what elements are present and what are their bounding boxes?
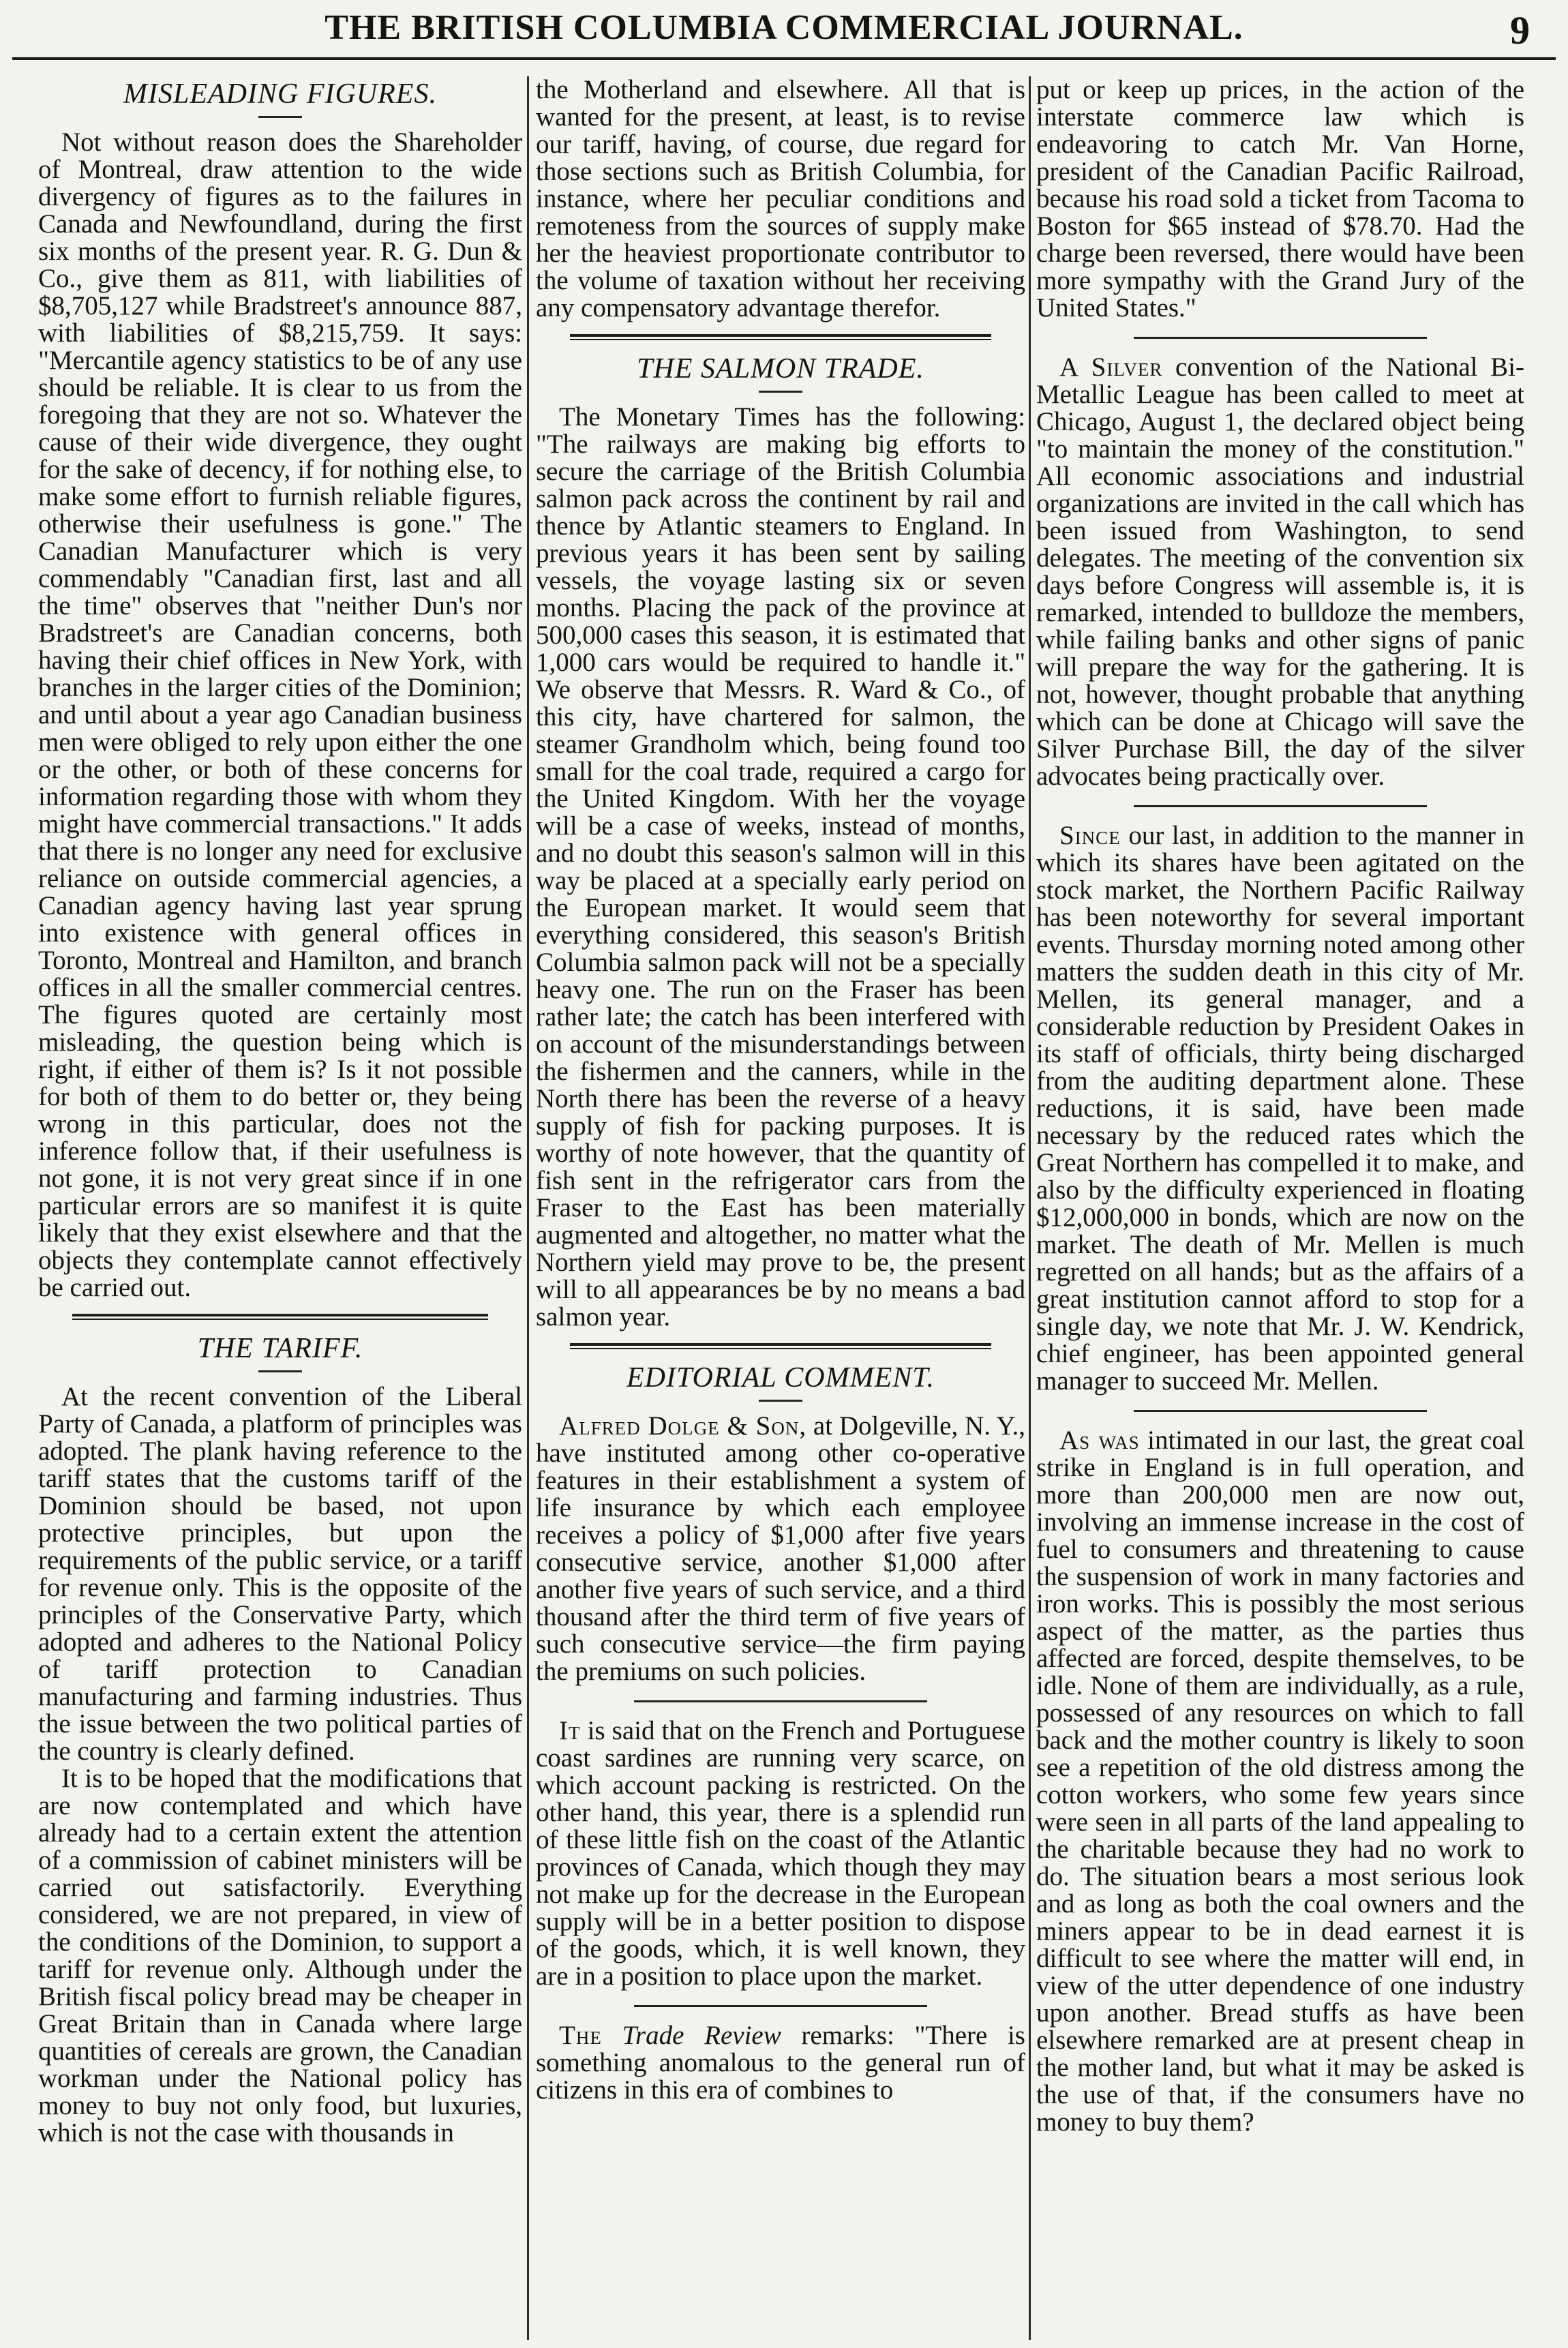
item-lead: It — [559, 1716, 581, 1745]
article-separator — [72, 1314, 489, 1320]
editorial-item — [1036, 822, 1524, 1395]
heading-rule — [759, 1400, 802, 1402]
column-divider — [1029, 76, 1031, 2340]
editorial-item — [536, 1413, 1025, 1685]
editorial-item — [1036, 1427, 1524, 2136]
masthead-rule — [12, 57, 1556, 60]
masthead — [0, 0, 1568, 75]
column-2 — [536, 76, 1025, 2348]
editorial-item — [536, 1717, 1025, 1990]
column-3 — [1036, 76, 1524, 2348]
article-continuation: put or keep up prices, in the action of the interstate commerce law which is endeavoring to catch Mr. Van Horne, president of the Canadian Pacific Railroad, because his road sold a ticket from Tacoma to Boston for $65 instead of $78.70. Had the charge been reversed, there would have been more sympathy with the Grand Jury of the United States." — [1036, 76, 1524, 322]
article-paragraph: At the recent convention of the Liberal Party of Canada, a platform of principles was adopted. The plank having reference to the tariff states that the customs tariff of the Dominion should be based, not upon protective principles, but upon the requirements of the public service, or a tariff for revenue only. This is the opposite of the principles of the Conservative Party, which adopted and adheres to the National Policy of tariff protection to Canadian manufacturing and farming industries. Thus the issue between the two political parties of the country is clearly defined. — [38, 1382, 522, 1766]
article-continuation: the Motherland and elsewhere. All that is wanted for the present, at least, is to revise our tariff, having, of course, due regard for those sections such as British Columbia, for instance, where her peculiar conditions and remoteness from the sources of supply make her the heaviest proportionate contributor to the volume of taxation without her receiving any compensatory advantage therefor. — [536, 76, 1025, 322]
item-lead: Alfred Dolge & Son, — [559, 1411, 807, 1441]
article-heading-misleading-figures: MISLEADING FIGURES. — [123, 78, 437, 110]
article-separator — [570, 1343, 991, 1349]
item-italic-title: Trade Review — [601, 2021, 781, 2050]
item-separator — [634, 1700, 928, 1702]
heading-rule — [258, 1370, 302, 1372]
article-heading-the-tariff: THE TARIFF. — [197, 1333, 363, 1364]
heading-rule — [759, 391, 802, 393]
item-lead: Since — [1059, 821, 1121, 850]
item-lead: As was — [1059, 1426, 1140, 1455]
item-separator — [634, 2005, 928, 2007]
column-1 — [38, 76, 522, 2348]
article-heading-editorial-comment: EDITORIAL COMMENT. — [626, 1362, 935, 1394]
article-heading-salmon-trade: THE SALMON TRADE. — [637, 353, 924, 385]
editorial-item — [536, 2022, 1025, 2104]
article-separator — [570, 334, 991, 340]
item-lead: A Silver — [1059, 352, 1163, 382]
item-text: our last, in addition to the manner in which its shares have been agitated on the stock market, the Northern Pacific Railway has been noteworthy for several important events. Thursday morning noted among other matters the sudden death in this city of Mr. Mellen, its general manager, and a considerable reduction by President Oakes in its staff of officials, thirty being discharged from the auditing department alone. These reductions, it is said, have been made necessary by the reduced rates which the Great Northern has compelled it to make, and also by the difficulty experienced in floating $12,000,000 in bonds, which are now on the market. The death of Mr. Mellen is much regretted on all hands; but as the affairs of a great institution cannot afford to stop for a single day, we note that Mr. J. W. Kendrick, chief engineer, has been appointed general manager to succeed Mr. Mellen. — [1036, 821, 1524, 1396]
item-text: is said that on the French and Portuguese coast sardines are running very scarce, on which account packing is restricted. On the other hand, this year, there is a splendid run of these little fish on the coast of the Atlantic provinces of Canada, which though they may not make up for the decrease in the European supply will be in a better position to dispose of the goods, which, it is well known, they are in a position to place upon the market. — [536, 1716, 1025, 1991]
article-paragraph: Not without reason does the Shareholder of Montreal, draw attention to the wide divergency of figures as to the failures in Canada and Newfoundland, during the first six months of the present year. R. G. Dun & Co., give them as 811, with liabilities of $8,705,127 while Bradstreet's announce 887, with liabilities of $8,215,759. It says: "Mercantile agency statistics to be of any use should be reliable. It is clear to us from the foregoing that they are not so. Whatever the cause of their wide divergence, they ought for the sake of decency, if for nothing else, to make some effort to furnish reliable figures, otherwise their usefulness is gone." The Canadian Manufacturer which is very commendably "Canadian first, last and all the time" observes that "neither Dun's nor Bradstreet's are Canadian concerns, both having their chief offices in New York, with branches in the larger cities of the Dominion; and until about a year ago Canadian business men were obliged to rely upon either the one or the other, or both of these concerns for information regarding those with whom they might have commercial transactions." It adds that there is no longer any need for exclusive reliance on outside commercial agencies, a Canadian agency having last year sprung into existence with general offices in Toronto, Montreal and Hamilton, and branch offices in all the smaller commercial centres. The figures quoted are certainly most misleading, the question being which is right, if either of them is? Is it not possible for both of them to do better or, they being wrong in this particular, does not the inference follow that, if their usefulness is not gone, it is not very great since if in one particular errors are so manifest it is quite likely that they exist elsewhere and that the objects they contemplate cannot effectively be carried out. — [38, 127, 522, 1302]
item-separator — [1134, 337, 1427, 339]
item-text: intimated in our last, the great coal strike in England is in full operation, and more than 200,000 men are now out, involving an immense increase in the cost of fuel to consumers and threatening to cause the suspension of work in many factories and iron works. This is possibly the most serious aspect of the matter, as the parties thus affected are forced, despite themselves, to be idle. None of them are individually, as a rule, possessed of any resources on which to fall back and the mother country is likely to soon see a repetition of the old distress among the cotton workers, who some few years since were seen in all parts of the land appealing to the charitable because they had no work to do. The situation bears a most serious look and as long as both the coal owners and the miners appear to be in dead earnest it is difficult to see where the matter will end, in view of the utter dependence of one industry upon another. Bread stuffs as have been elsewhere remarked are at present cheap in the mother land, but what it may be asked is the use of that, if the consumers have no money to buy them? — [1036, 1426, 1524, 2137]
item-separator — [1134, 805, 1427, 807]
item-lead: The — [559, 2021, 602, 2050]
article-paragraph: It is to be hoped that the modifications that are now contemplated and which have already had to a certain extent the attention of a commission of cabinet ministers will be carried out satisfactorily. Everything considered, we are not prepared, in view of the conditions of the Dominion, to support a tariff for revenue only. Although under the British fiscal policy bread may be cheaper in Great Britain than in Canada where large quantities of cereals are grown, the Canadian workman under the National policy has money to buy not only food, but luxuries, which is not the case with thousands in — [38, 1764, 522, 2148]
editorial-item — [1036, 354, 1524, 790]
item-text: convention of the National Bi-Metallic League has been called to meet at Chicago, August 1, the declared object being "to maintain the money of the constitution." All economic associations and industrial organizations are invited in the call which has been issued from Washington, to send delegates. The meeting of the convention six days before Congress will assemble is, it is remarked, intended to bulldoze the members, while failing banks and other signs of panic will prepare the way for the gathering. It is not, however, thought probable that anything which can be done at Chicago will save the Silver Purchase Bill, the day of the silver advocates being practically over. — [1036, 352, 1524, 791]
journal-title: THE BRITISH COLUMBIA COMMERCIAL JOURNAL. — [325, 8, 1243, 47]
heading-rule — [258, 116, 302, 118]
item-text: remarks: "There is something anomalous to the general run of citizens in this era of combines to — [536, 2021, 1025, 2105]
item-text: at Dolgeville, N. Y., have instituted among other co-operative features in their establishment a system of life insurance by which each employee receives a policy of $1,000 after five years consecutive service, another $1,000 after another five years of such service, and a third thousand after the third term of five years of such consecutive service—the firm paying the premiums on such policies. — [536, 1411, 1025, 1686]
page-number: 9 — [1510, 8, 1530, 52]
item-separator — [1134, 1410, 1427, 1412]
article-paragraph: The Monetary Times has the following: "The railways are making big efforts to secure the carriage of the British Columbia salmon pack across the continent by rail and thence by Atlantic steamers to England. In previous years it has been sent by sailing vessels, the voyage lasting six or seven months. Placing the pack of the province at 500,000 cases this season, it is estimated that 1,000 cars would be required to handle it." We observe that Messrs. R. Ward & Co., of this city, have chartered for salmon, the steamer Grandholm which, being found too small for the coal trade, required a cargo for the United Kingdom. With her the voyage will be a case of weeks, instead of months, and no doubt this season's salmon will in this way be placed at a specially early period on the European market. It would seem that everything considered, this season's British Columbia salmon pack will not be a specially heavy one. The run on the Fraser has been rather late; the catch has been interfered with on account of the misunderstandings between the fishermen and the canners, while in the North there has been the reverse of a heavy supply of fish for packing purposes. It is worthy of note however, that the quantity of fish sent in the refrigerator cars from the Fraser to the East has been materially augmented and altogether, no matter what the Northern yield may prove to be, the present will to all appearances be by no means a bad salmon year. — [536, 402, 1025, 1331]
column-divider — [527, 76, 529, 2340]
